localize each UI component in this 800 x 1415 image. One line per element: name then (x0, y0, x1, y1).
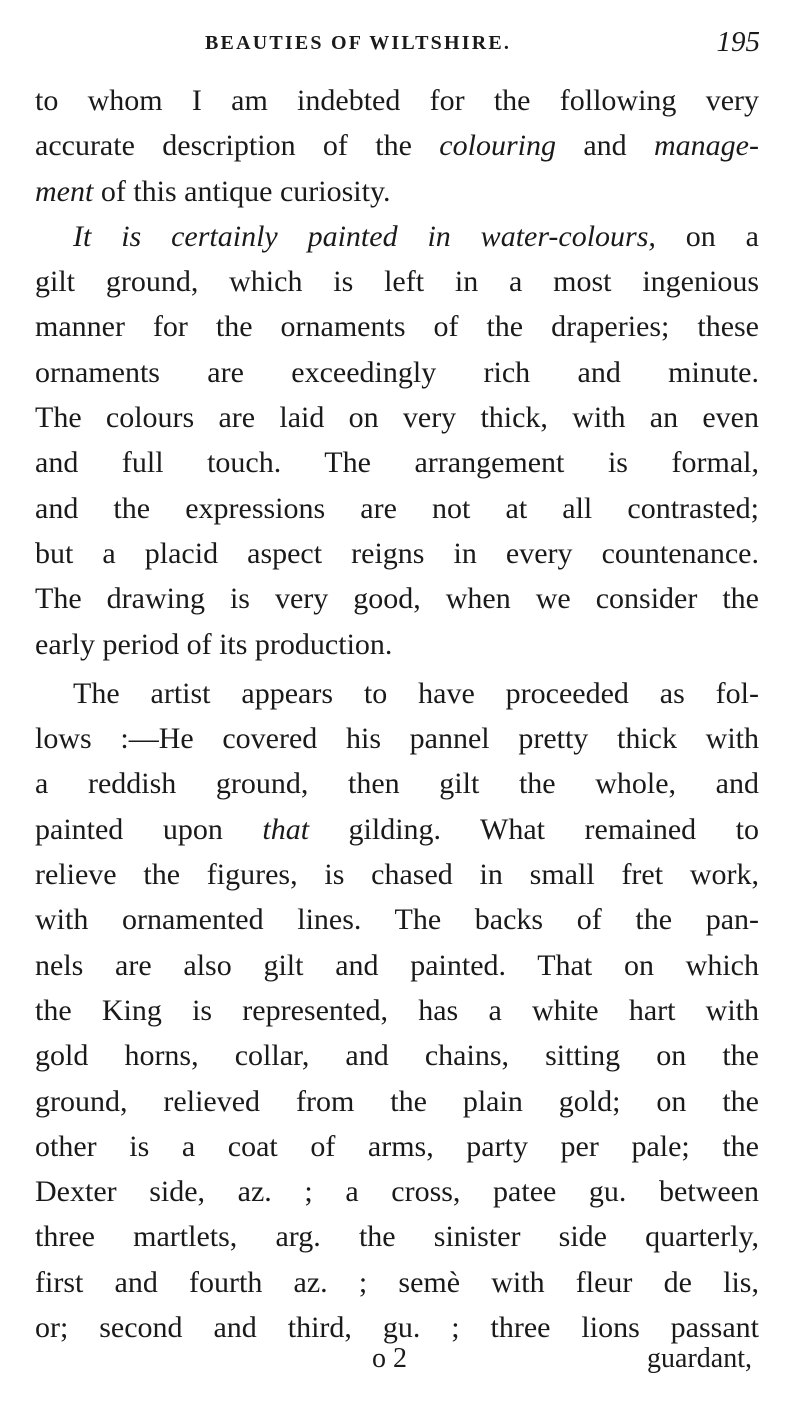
text-segment: lows :—He covered his pannel pretty thick with (35, 722, 759, 756)
text-line (35, 1124, 759, 1169)
text-segment: relieve the figures, is chased in small fret work, (35, 858, 759, 892)
text-segment: first and fourth az. ; semè with fleur de lis, (35, 1265, 759, 1299)
page-number: 195 (716, 26, 760, 58)
text-segment: on a (655, 219, 759, 253)
italic-text: ment (35, 174, 94, 208)
text-segment: and (555, 129, 655, 163)
text-segment: accurate description of the (35, 129, 440, 163)
text-line (35, 716, 759, 761)
text-segment: a reddish ground, then gilt the whole, and (35, 767, 759, 801)
text-segment: Dexter side, az. ; a cross, patee gu. between (35, 1175, 759, 1209)
text-segment: or; second and third, gu. ; three lions passant (35, 1311, 759, 1345)
signature-mark: o 2 (372, 1343, 407, 1374)
text-segment: nels are also gilt and painted. That on which (35, 948, 759, 982)
text-line (35, 440, 759, 485)
text-line (35, 943, 759, 988)
text-line (35, 1033, 759, 1078)
text-line (35, 304, 759, 349)
text-line (35, 259, 759, 304)
text-segment: to whom I am indebted for the following very (35, 84, 759, 117)
text-segment: gilt ground, which is left in a most ingenious (35, 265, 759, 299)
text-line (35, 214, 759, 259)
text-segment: The artist appears to have proceeded as fol- (73, 676, 759, 710)
text-segment: gold horns, collar, and chains, sitting on the (35, 1039, 759, 1073)
text-line (35, 1214, 759, 1259)
text-line (35, 988, 759, 1033)
text-segment: The drawing is very good, when we consider the (35, 582, 759, 616)
text-line (35, 395, 759, 440)
page-header (0, 26, 800, 66)
text-segment: of this antique curiosity. (93, 174, 391, 208)
italic-text: It is certainly painted in water-colours, (73, 219, 656, 253)
italic-text: manage- (654, 129, 759, 163)
text-line (35, 123, 759, 168)
text-line (35, 761, 759, 806)
text-segment: but a placid aspect reigns in every countenance. (35, 536, 759, 570)
text-line (35, 350, 759, 395)
text-line (35, 1079, 759, 1124)
text-segment: gilding. What remained to (309, 812, 759, 846)
body-text (35, 78, 759, 1350)
running-title: BEAUTIES OF WILTSHIRE. (205, 32, 512, 54)
text-segment: early period of its production. (35, 627, 393, 661)
text-segment: painted upon (35, 812, 263, 846)
italic-text: colouring (439, 129, 556, 163)
text-line (35, 1260, 759, 1305)
italic-text: that (262, 812, 310, 846)
text-segment: with ornamented lines. The backs of the pan- (35, 903, 759, 937)
text-segment: ornaments are exceedingly rich and minute. (35, 355, 759, 389)
text-segment: The colours are laid on very thick, with an even (35, 401, 759, 435)
text-line (35, 622, 759, 667)
text-segment: ground, relieved from the plain gold; on the (35, 1084, 759, 1118)
text-segment: other is a coat of arms, party per pale; the (35, 1129, 759, 1163)
text-segment: and the expressions are not at all contrasted; (35, 491, 759, 525)
text-segment: manner for the ornaments of the draperies; these (35, 310, 759, 344)
text-line (35, 576, 759, 621)
text-line (35, 671, 759, 716)
text-line (35, 897, 759, 942)
text-line (35, 852, 759, 897)
text-line (35, 486, 759, 531)
text-line (35, 78, 759, 123)
text-line (35, 1169, 759, 1214)
text-segment: three martlets, arg. the sinister side quarterly, (35, 1220, 759, 1254)
catchword: guardant, (647, 1343, 752, 1374)
text-line (35, 169, 759, 214)
text-segment: and full touch. The arrangement is formal, (35, 446, 759, 480)
text-line (35, 807, 759, 852)
text-line (35, 531, 759, 576)
text-segment: the King is represented, has a white hart with (35, 993, 759, 1027)
